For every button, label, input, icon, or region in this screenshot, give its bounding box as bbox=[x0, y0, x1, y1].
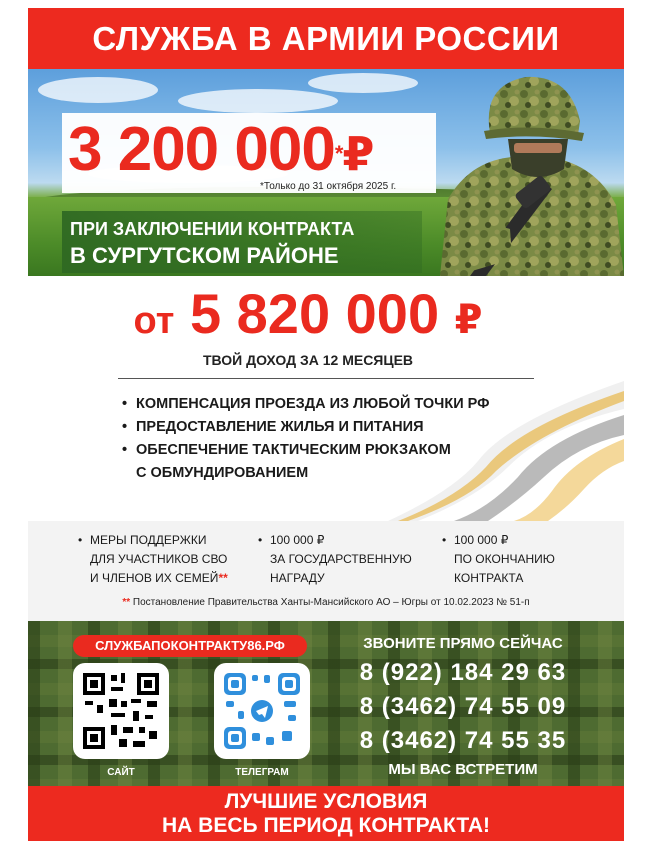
meet-text: МЫ ВАС ВСТРЕТИМ bbox=[388, 761, 538, 778]
qr-code-icon bbox=[81, 671, 161, 751]
qr-site-label: САЙТ bbox=[107, 767, 135, 778]
divider bbox=[118, 378, 534, 379]
benefits-list bbox=[122, 393, 542, 485]
income-section bbox=[28, 276, 624, 521]
soldier-image bbox=[420, 69, 624, 276]
call-now-text: ЗВОНИТЕ ПРЯМО СЕЙЧАС bbox=[363, 635, 563, 652]
income-caption: ТВОЙ ДОХОД ЗА 12 МЕСЯЦЕВ bbox=[202, 352, 414, 368]
qr-code-icon bbox=[222, 671, 302, 751]
phone-number[interactable]: 8 (3462) 74 55 35 bbox=[359, 727, 567, 754]
income-amount: от 5 820 000 ₽ bbox=[133, 282, 483, 345]
phone-number[interactable]: 8 (3462) 74 55 09 bbox=[359, 693, 567, 720]
cloud bbox=[38, 77, 158, 103]
poster-title: СЛУЖБА В АРМИИ РОССИИ bbox=[92, 20, 560, 57]
payment-amount: 3 200 000*₽ bbox=[68, 115, 374, 184]
top-banner bbox=[28, 8, 624, 69]
list-item-continuation: С ОБМУНДИРОВАНИЕМ bbox=[136, 465, 309, 481]
cloud bbox=[178, 89, 338, 113]
list-item: • КОМПЕНСАЦИЯ ПРОЕЗДА ИЗ ЛЮБОЙ ТОЧКИ РФ bbox=[122, 393, 542, 416]
hero-section bbox=[28, 69, 624, 276]
footnote: ** Постановление Правительства Ханты-Мансийского АО – Югры от 10.02.2023 № 51-п bbox=[122, 597, 530, 608]
footer-line-1: ЛУЧШИЕ УСЛОВИЯ bbox=[224, 790, 428, 813]
bottom-banner bbox=[28, 786, 624, 841]
payment-note: *Только до 31 октября 2025 г. bbox=[260, 181, 397, 192]
qr-site[interactable] bbox=[73, 663, 169, 759]
list-item: • ПРЕДОСТАВЛЕНИЕ ЖИЛЬЯ И ПИТАНИЯ bbox=[122, 416, 542, 439]
recruitment-poster bbox=[28, 8, 624, 841]
contract-line-2: В СУРГУТСКОМ РАЙОНЕ bbox=[70, 243, 339, 268]
website-link[interactable]: СЛУЖБАПОКОНТРАКТУ86.РФ bbox=[73, 635, 307, 657]
support-column-3: • 100 000 ₽ ПО ОКОНЧАНИЮ КОНТРАКТА bbox=[442, 533, 555, 585]
qr-telegram-label: ТЕЛЕГРАМ bbox=[235, 767, 289, 778]
cloud bbox=[308, 73, 418, 93]
contract-banner bbox=[62, 211, 422, 273]
list-item: • ОБЕСПЕЧЕНИЕ ТАКТИЧЕСКИМ РЮКЗАКОМ bbox=[122, 439, 542, 462]
support-column-2: • 100 000 ₽ ЗА ГОСУДАРСТВЕННУЮ НАГРАДУ bbox=[258, 533, 412, 585]
support-column-1: • МЕРЫ ПОДДЕРЖКИ ДЛЯ УЧАСТНИКОВ СВО И ЧЛЕНОВ ИХ СЕМЕЙ** bbox=[78, 533, 228, 585]
contact-section bbox=[28, 621, 624, 786]
contract-line-1: ПРИ ЗАКЛЮЧЕНИИ КОНТРАКТА bbox=[70, 219, 355, 239]
footer-line-2: НА ВЕСЬ ПЕРИОД КОНТРАКТА! bbox=[162, 814, 490, 837]
phone-number[interactable]: 8 (922) 184 29 63 bbox=[359, 659, 567, 686]
support-measures bbox=[28, 521, 624, 621]
qr-telegram[interactable] bbox=[214, 663, 310, 759]
